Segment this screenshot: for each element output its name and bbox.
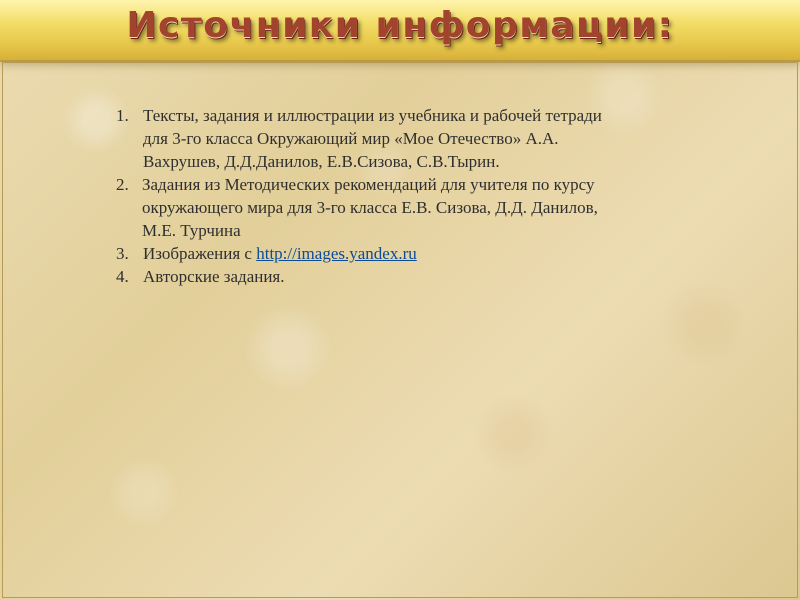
source-item-4 (116, 265, 696, 288)
source-link[interactable]: http://images.yandex.ru (256, 244, 417, 263)
sources-list (116, 104, 696, 288)
slide-title: Источники информации: (126, 5, 674, 46)
source-item-2 (116, 173, 696, 242)
source-line: для 3-го класса Окружающий мир «Мое Отечество» А.А. (143, 129, 559, 148)
source-text: Авторские задания. (143, 267, 285, 286)
source-number: 3. (116, 244, 129, 263)
source-item-1 (116, 104, 696, 173)
source-number: 4. (116, 267, 129, 286)
source-number: 2. (116, 175, 129, 194)
source-text: Изображения с (143, 244, 257, 263)
title-bar (0, 0, 800, 62)
source-line: окружающего мира для 3-го класса Е.В. Сизова, Д.Д. Данилов, (142, 198, 598, 217)
source-line: М.Е. Турчина (142, 221, 241, 240)
source-number: 1. (116, 106, 129, 125)
source-item-3 (116, 242, 696, 265)
source-line: Задания из Методических рекомендаций для учителя по курсу (142, 175, 595, 194)
source-line: Тексты, задания и иллюстрации из учебника и рабочей тетради (143, 106, 602, 125)
source-line: Вахрушев, Д.Д.Данилов, Е.В.Сизова, С.В.Тырин. (143, 152, 500, 171)
